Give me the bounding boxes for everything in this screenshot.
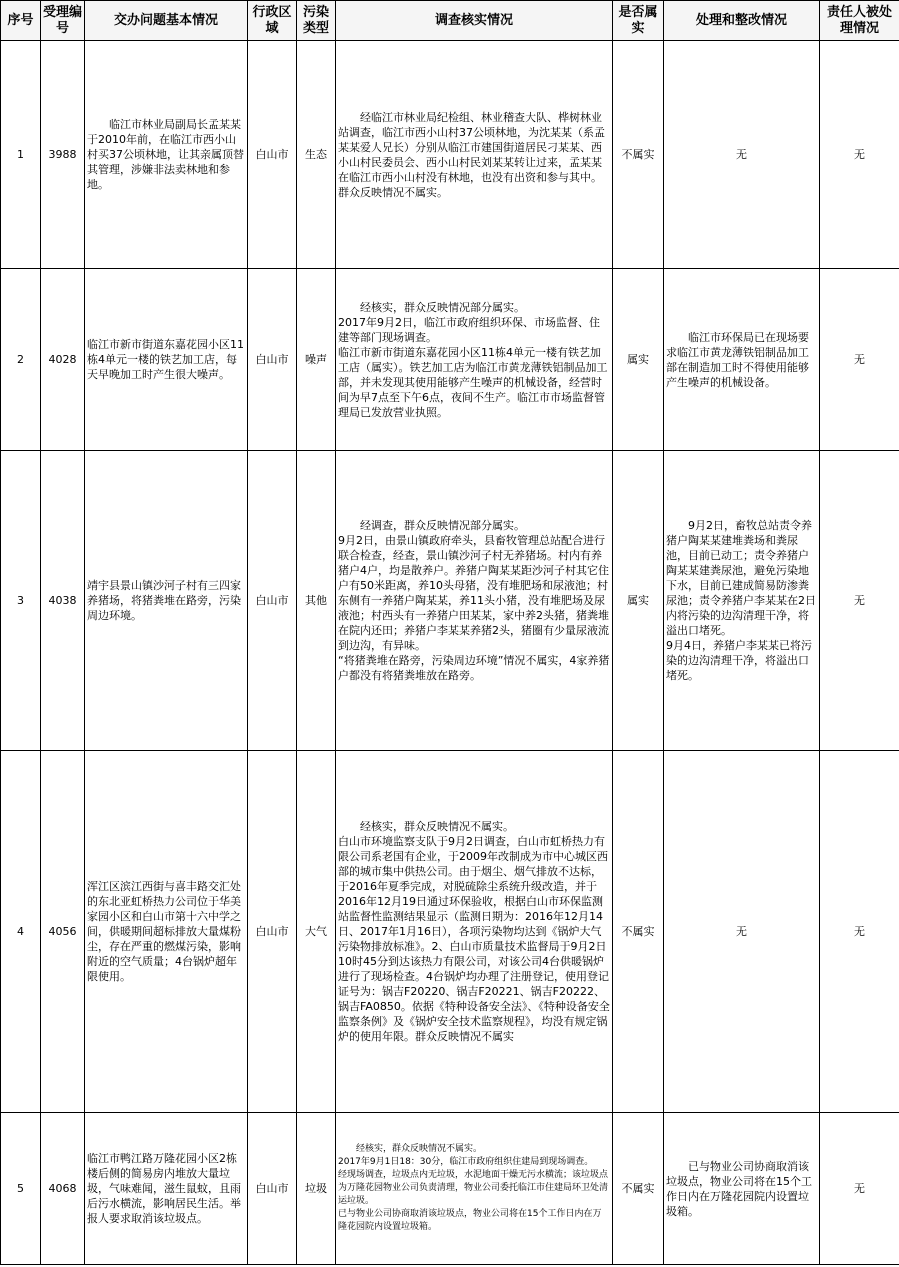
cell-investigation [336,1113,613,1265]
table-row [1,451,899,751]
cell-district: 白山市 [248,451,297,751]
cell-handling: 无 [664,751,820,1113]
investigation-text: 经核实，群众反映情况部分属实。 2017年9月2日，临江市政府组织环保、市场监督、住建等部门现场调查。 临江市新市街道东嘉花园小区11栋4单元一楼有铁艺加工店（属实）。铁艺加工店为临江市黄龙薄铁铝制品加工部，并未发现其使用能够产生噪声的机械设备，经营时间为早7点至下午6点，夜间不生产。临江市市场监督管理局已发放营业执照。 [338,300,608,419]
cell-verified: 不属实 [613,41,664,269]
table-row [1,1113,899,1265]
cell-investigation [336,41,613,269]
header-handling: 处理和整改情况 [664,1,820,41]
cell-handling [664,269,820,451]
issue-text: 临江市新市街道东嘉花园小区11栋4单元一楼的铁艺加工店，每天早晚加工时产生很大噪声。 [87,338,244,381]
header-seq: 序号 [1,1,41,41]
header-accept-no: 受理编号 [41,1,85,41]
cell-verified: 属实 [613,269,664,451]
header-district: 行政区域 [248,1,297,41]
header-verified: 是否属实 [613,1,664,41]
cell-seq: 4 [1,751,41,1113]
cell-responsible: 无 [820,1113,899,1265]
handling-text: 临江市环保局已在现场要求临江市黄龙薄铁铝制品加工部在制造加工时不得使用能够产生噪声的机械设备。 [666,330,809,389]
cell-investigation [336,751,613,1113]
investigation-text: 经核实，群众反映情况不属实。 白山市环境监察支队于9月2日调查，白山市虹桥热力有限公司系老国有企业，于2009年改制成为市中心城区西部的城市集中供热公司。由于烟尘、烟气排放不达标，于2016年夏季完成，对脱硫除尘系统升级改造，并于2016年12月19日通过环保验收，根据白山市环保监测站监督性监测结果显示（监测日期为：2016年12月14日、2017年1月16日），各项污染物均达到《锅炉大气污染物排放标准》。2、白山市质量技术监督局于9月2日10时45分到达该热力有限公司，对该公司4台供暖锅炉进行了现场检查。4台锅炉均办理了注册登记，使用登记证号为：锅吉F20220、锅吉F20221、锅吉F20222、锅吉FA0850。依据《特种设备安全法》、《特种设备安全监察条例》及《锅炉安全技术监察规程》，均没有规定锅炉的使用年限。群众反映情况不属实 [338,820,610,1043]
cell-seq: 2 [1,269,41,451]
header-pollution-type: 污染类型 [297,1,336,41]
cell-responsible: 无 [820,451,899,751]
issue-text: 临江市林业局副局长孟某某于2010年前，在临江市西小山村买37公顷林地，让其亲属顶替其管理，涉嫌非法卖林地和参地。 [87,118,244,191]
cell-verified: 不属实 [613,1113,664,1265]
cell-seq: 1 [1,41,41,269]
cell-handling [664,1113,820,1265]
header-responsible: 责任人被处理情况 [820,1,899,41]
header-investigation: 调查核实情况 [336,1,613,41]
table-row [1,269,899,451]
cell-issue [85,1113,248,1265]
cell-seq: 3 [1,451,41,751]
cell-pollution-type: 大气 [297,751,336,1113]
cell-investigation [336,451,613,751]
investigation-text: 经临江市林业局纪检组、林业稽查大队、桦树林业站调查，临江市西小山村37公顷林地，为沈某某（系孟某某爱人兄长）分别从临江市建国街道居民刁某某、西小山村民委员会、西小山村民刘某某转让过来，孟某某在临江市西小山村没有林地，也没有出资和参与其中。群众反映情况不属实。 [338,110,605,199]
issue-text: 靖宇县景山镇沙河子村有三四家养猪场，将猪粪堆在路旁，污染周边环境。 [87,579,241,622]
cell-issue [85,41,248,269]
cell-responsible: 无 [820,751,899,1113]
cell-investigation [336,269,613,451]
table-row [1,41,899,269]
table-row [1,751,899,1113]
cell-accept-no: 4028 [41,269,85,451]
header-row [1,1,899,41]
cell-district: 白山市 [248,1113,297,1265]
cell-accept-no: 4038 [41,451,85,751]
cell-accept-no: 4068 [41,1113,85,1265]
cell-district: 白山市 [248,41,297,269]
cell-handling: 无 [664,41,820,269]
cell-responsible: 无 [820,41,899,269]
cell-district: 白山市 [248,269,297,451]
cell-responsible: 无 [820,269,899,451]
handling-text: 9月2日，畜牧总站责令养猪户陶某某建堆粪场和粪尿池，目前已动工；责令养猪户陶某某建粪尿池，避免污染地下水，目前已建成简易防渗粪尿池；责令养猪户李某某在2日内将污染的边沟清理干净，将溢出口堵死。 9月4日，养猪户李某某已将污染的边沟清理干净，将溢出口堵死。 [666,519,816,682]
handling-text: 已与物业公司协商取消该垃圾点，物业公司将在15个工作日内在万隆花园院内设置垃圾箱。 [666,1159,812,1218]
investigation-text: 经核实，群众反映情况不属实。 2017年9月1日18：30分，临江市政府组织住建局到现场调查。 经现场调查，垃圾点内无垃圾，水泥地面干燥无污水横流；该垃圾点为万隆花园物业公司负责清理，物业公司委托临江市住建局环卫处清运垃圾。 已与物业公司协商取消该垃圾点，物业公司将在15个工作日内在万隆花园院内设置垃圾箱。 [338,1144,609,1232]
cell-district: 白山市 [248,751,297,1113]
cell-pollution-type: 垃圾 [297,1113,336,1265]
cell-seq: 5 [1,1113,41,1265]
cell-pollution-type: 噪声 [297,269,336,451]
cell-handling [664,451,820,751]
issue-text: 浑江区滨江西街与喜丰路交汇处的东北亚虹桥热力公司位于华美家园小区和白山市第十六中学之间，供暖期间超标排放大量煤粉尘，存在严重的燃煤污染，影响附近的空气质量；4台锅炉超年限使用。 [87,880,241,983]
cell-issue [85,751,248,1113]
cell-accept-no: 4056 [41,751,85,1113]
issue-text: 临江市鸭江路万隆花园小区2栋楼后侧的简易房内堆放大量垃圾，气味难闻，滋生鼠蚊，且雨后污水横流，影响居民生活。举报人要求取消该垃圾点。 [87,1152,241,1225]
cell-pollution-type: 生态 [297,41,336,269]
cell-verified: 不属实 [613,751,664,1113]
cell-verified: 属实 [613,451,664,751]
header-issue: 交办问题基本情况 [85,1,248,41]
cell-issue [85,451,248,751]
cell-issue [85,269,248,451]
investigation-text: 经调查，群众反映情况部分属实。 9月2日，由景山镇政府牵头，县畜牧管理总站配合进行联合检查，经查，景山镇沙河子村无养猪场。村内有养猪户4户，均是散养户。养猪户陶某某距沙河子村其它住户有50米距离，养10头母猪，没有堆肥场和尿液池；村东侧有一养猪户陶某某，养11头小猪，没有堆肥场及尿液池；村西头有一养猪户田某某，家中养2头猪，猪粪堆在院内还田；养猪户李某某养猪2头，猪圈有少量尿液流到边沟，有异味。 “将猪粪堆在路旁，污染周边环境”情况不属实，4家养猪户都没有将猪粪堆放在路旁。 [338,519,610,682]
cell-pollution-type: 其他 [297,451,336,751]
cell-accept-no: 3988 [41,41,85,269]
